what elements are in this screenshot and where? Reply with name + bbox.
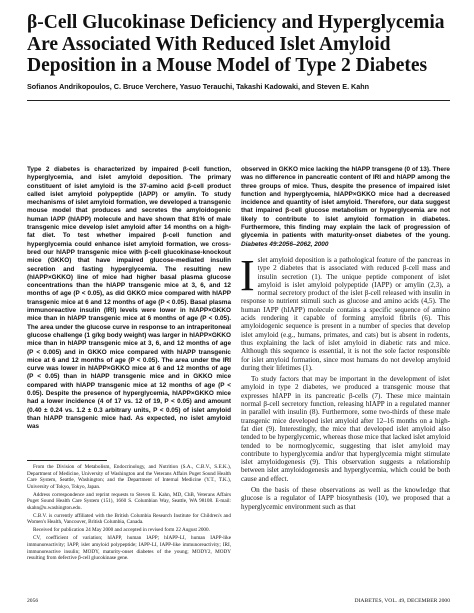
intro-paragraph-1-text: slet amyloid deposition is a pathological feature of the pancreas in type 2 diabetes that is associated with reduced β-cell mass and insulin secretion (1). The unique peptide component of islet amyloid is islet amyloid polypeptide (IAPP) or amylin (2,3), a normal secretory product of the islet β-cell released with insulin in response to nutrient stimuli such as glucose and amino acids (4,5). The human IAPP (hIAPP) molecule contains a specific sequence of amino acids rendering it capable of forming amyloid fibrils (6). This amyloidogenic sequence is present in a number of species that develop islet amyloid (e.g., humans, primates, and cats) but is absent in rodents, thus explaining the lack of islet amyloid in diabetic rats and mice. Although this sequence is essential, it is not the sole factor responsible for islet amyloid formation, since most humans do not develop amyloid during their lifetimes (1). <box>241 256 450 372</box>
intro-paragraph-3: On the basis of these observations as well as the knowledge that glucose is a regulator of IAPP biosynthesis (10), we proposed that a hyperglycemic environment such as that <box>241 486 450 511</box>
title-line-2: Are Associated With Reduced Islet Amyloid <box>27 33 391 55</box>
journal-citation: Diabetes 49:2056–2062, 2000 <box>241 240 329 248</box>
footnote-received: Received for publication 24 May 2000 and accepted in revised form 22 August 2000. <box>33 527 210 534</box>
footnote-divider <box>27 460 107 461</box>
intro-paragraph-1 <box>240 251 450 372</box>
abstract-column-right <box>241 166 450 249</box>
header-divider <box>27 100 450 101</box>
drop-cap-letter: I <box>240 251 255 300</box>
body-text-column <box>240 251 450 511</box>
intro-paragraph-2: To study factors that may be important in the development of islet amyloid in type 2 diabetes, we produced a transgenic mouse that expresses hIAPP in its pancreatic β-cells (7). These mice maintain normal β-cell secretory function, releasing hIAPP in a regulated manner in parallel with insulin (8). Furthermore, some two-thirds of these male transgenic mice developed islet amyloid after 12–16 months on a high-fat diet (9). Interestingly, the mice that developed islet amyloid also tended to be hyperglycemic, whereas those mice that lacked islet amyloid tended to be normoglycemic, suggesting that islet amyloid may contribute to hyperglycemia and/or that hyperglycemia might stimulate islet amyloidogenesis (9). This observation suggests a relationship between islet amyloidogenesis and hyperglycemia, which could be both cause and effect. <box>241 375 450 483</box>
journal-footer: DIABETES, VOL. 49, DECEMBER 2000 <box>354 598 450 604</box>
title-line-3: Deposition in a Mouse Model of Type 2 Diabetes <box>27 55 428 76</box>
footnotes <box>27 464 231 563</box>
abstract-text-left: Type 2 diabetes is characterized by impaired β-cell function, hyperglycemia, and islet amyloid deposition. The primary constituent of islet amyloid is the 37-amino acid β-cell product called islet amyloid polypeptide (IAPP) or amylin. To study mechanisms of islet amyloid formation, we developed a transgenic mouse model that produces and secretes the amyloidogenic human IAPP (hIAPP) molecule and have shown that 81% of male transgenic mice develop islet amyloid after 14 months on a high-fat diet. To test whether impaired β-cell function and hyperglycemia could enhance islet amyloid formation, we cross-bred our hIAPP transgenic mice with β-cell glucokinase-knockout mice (GKKO) that have impaired glucose-mediated insulin secretion and fasting hyperglycemia. The resulting new (hIAPP×GKKO) line of mice had higher basal plasma glucose concentrations than the hIAPP transgenic mice at 3, 6, and 12 months of age (P < 0.05), as did GKKO mice compared with hIAPP transgenic mice at 6 and 12 months of age (P < 0.05). Basal plasma immunoreactive insulin (IRI) levels were lower in hIAPP×GKKO mice than in hIAPP transgenic mice at 6 months of age (P < 0.05). The area under the glucose curve in response to an intraperitoneal glucose challenge (1 g/kg body weight) was larger in hIAPP×GKKO mice than in hIAPP transgenic mice at 3, 6, and 12 months of age (P < 0.005) and in GKKO mice compared with hIAPP transgenic mice at 6 and 12 months of age (P < 0.05). The area under the IRI curve was lower in hIAPP×GKKO mice at 6 and 12 months of age (P < 0.05) than in hIAPP transgenic mice and in GKKO mice compared with hIAPP transgenic mice at 12 months of age (P < 0.05). Despite the presence of hyperglycemia, hIAPP×GKKO mice had a lower incidence (4 of 17 vs. 12 of 19, P < 0.05) and amount (0.40 ± 0.24 vs. 1.2 ± 0.3 arbitrary units, P < 0.05) of islet amyloid than hIAPP transgenic mice had. As expected, no islet amyloid was <box>27 166 231 431</box>
footnote-correspondence: Address correspondence and reprint requests to Steven E. Kahn, MD, ChB, Veterans Affairs Puget Sound Health Care System (151), 1660 S. Columbian Way, Seattle, WA 98108. E-mail: skahn@u.washington.edu. <box>27 491 231 511</box>
abstract-text-continued: observed in GKKO mice lacking the hIAPP transgene (0 of 13). There was no difference in pancreatic content of IRI and hIAPP among the three groups of mice. Thus, despite the presence of impaired islet function and hyperglycemia, hIAPP×GKKO mice had a decreased incidence and quantity of islet amyloid. Therefore, our data suggest that impaired β-cell glucose metabolism or hyperglycemia are not likely to contribute to islet amyloid formation in diabetes. Furthermore, this finding may explain the lack of progression of glycemia in patients with maturity-onset diabetes of the young. <box>241 166 450 240</box>
page-number: 2056 <box>27 598 39 604</box>
footnote-affiliation: From the Division of Metabolism, Endocrinology, and Nutrition (S.A., C.B.V., S.E.K.), Department of Medicine, University of Washington and the Veterans Affairs Puget Sound Health Care System, Seattle, Washington; and the Department of Internal Medicine (Y.T., T.K.), University of Tokyo, Tokyo, Japan. <box>27 464 231 490</box>
article-title <box>27 12 457 77</box>
abstract-text-right <box>241 166 450 249</box>
title-line-1: β-Cell Glucokinase Deficiency and Hyperglycemia <box>27 12 445 33</box>
author-list: Sofianos Andrikopoulos, C. Bruce Verchere, Yasuo Terauchi, Takashi Kadowaki, and Steven E. Kahn <box>27 82 370 91</box>
footnote-abbreviations: CV, coefficient of variation; hIAPP, human IAPP; hIAPP-LI, human IAPP-like immunoreactivity; IAPP, islet amyloid polypeptide; IAPP-LI, IAPP-like immunoreactivity; IRI, immunoreactive insulin; MODY, maturity-onset diabetes of the young; MODY2, MODY resulting from defective β-cell glucokinase gene. <box>27 535 231 562</box>
footnote-current-affiliation: C.B.V. is currently affiliated with the British Columbia Research Institute for Children's and Women's Health, Vancouver, British Columbia, Canada. <box>27 512 231 526</box>
abstract-column-left <box>27 166 231 432</box>
